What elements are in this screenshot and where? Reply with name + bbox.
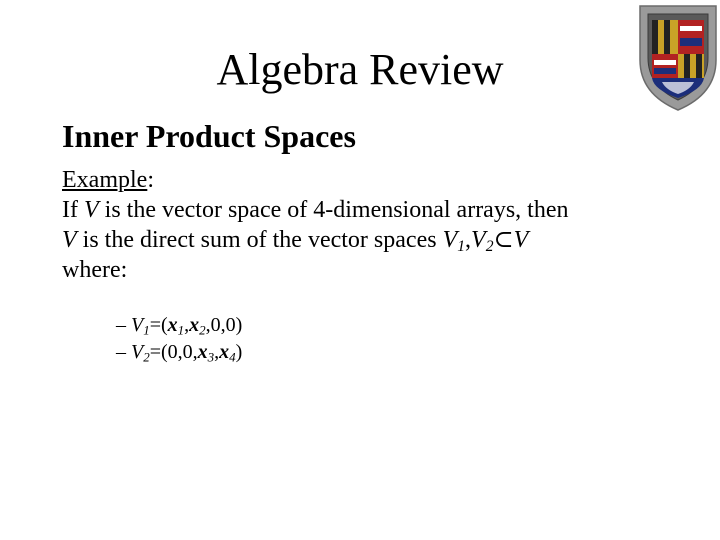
math-symbol-v: V: [131, 341, 144, 363]
math-symbol-x: x: [189, 314, 200, 336]
text-fragment: ,: [184, 314, 190, 336]
math-subscript: 2: [143, 349, 150, 365]
body-line-4: where:: [62, 257, 128, 283]
body-text: [62, 165, 702, 285]
text-fragment: ,: [465, 227, 472, 253]
bullet-item: [116, 339, 242, 366]
math-symbol-v1: V: [442, 227, 458, 253]
math-symbol-v: V: [62, 227, 77, 253]
bullet-list: [116, 312, 242, 366]
text-fragment: ,: [214, 341, 220, 363]
math-symbol-x: x: [167, 314, 178, 336]
text-fragment: is the direct sum of the vector spaces: [76, 227, 443, 253]
slide-title: Algebra Review: [216, 45, 504, 94]
seal-quarter-bl: [652, 54, 678, 78]
math-subscript: 1: [457, 237, 466, 255]
math-subscript: 4: [229, 349, 236, 365]
text-fragment: If: [62, 197, 84, 223]
body-line-2: [62, 195, 702, 225]
math-subscript: 3: [207, 349, 215, 365]
example-colon: :: [147, 167, 154, 193]
university-seal-logo: [636, 0, 720, 112]
math-subscript: 1: [143, 322, 150, 338]
math-symbol-v: V: [513, 227, 529, 253]
body-line-3: [62, 225, 702, 255]
text-fragment: ,0,0): [205, 314, 243, 336]
subset-symbol: ⊂: [493, 227, 514, 253]
text-fragment: =(: [149, 314, 168, 336]
math-subscript: 1: [177, 322, 185, 338]
text-fragment: =(0,0,: [149, 341, 198, 363]
bullet-dash: –: [116, 314, 131, 336]
seal-quarter-tr: [678, 20, 704, 54]
example-line: [62, 165, 702, 195]
math-symbol-v: V: [131, 314, 144, 336]
example-label: Example: [62, 167, 148, 193]
slide-subtitle: Inner Product Spaces: [62, 118, 356, 154]
bullet-dash: –: [116, 341, 131, 363]
math-symbol-x: x: [219, 341, 230, 363]
math-symbol-v2: V: [471, 227, 486, 253]
text-fragment: ): [235, 341, 243, 363]
bullet-item: [116, 312, 242, 339]
math-symbol-x: x: [197, 341, 208, 363]
math-subscript: 2: [485, 237, 494, 255]
text-fragment: is the vector space of 4-dimensional arrays, then: [98, 197, 569, 223]
math-symbol-v: V: [83, 197, 99, 223]
math-subscript: 2: [199, 322, 206, 338]
